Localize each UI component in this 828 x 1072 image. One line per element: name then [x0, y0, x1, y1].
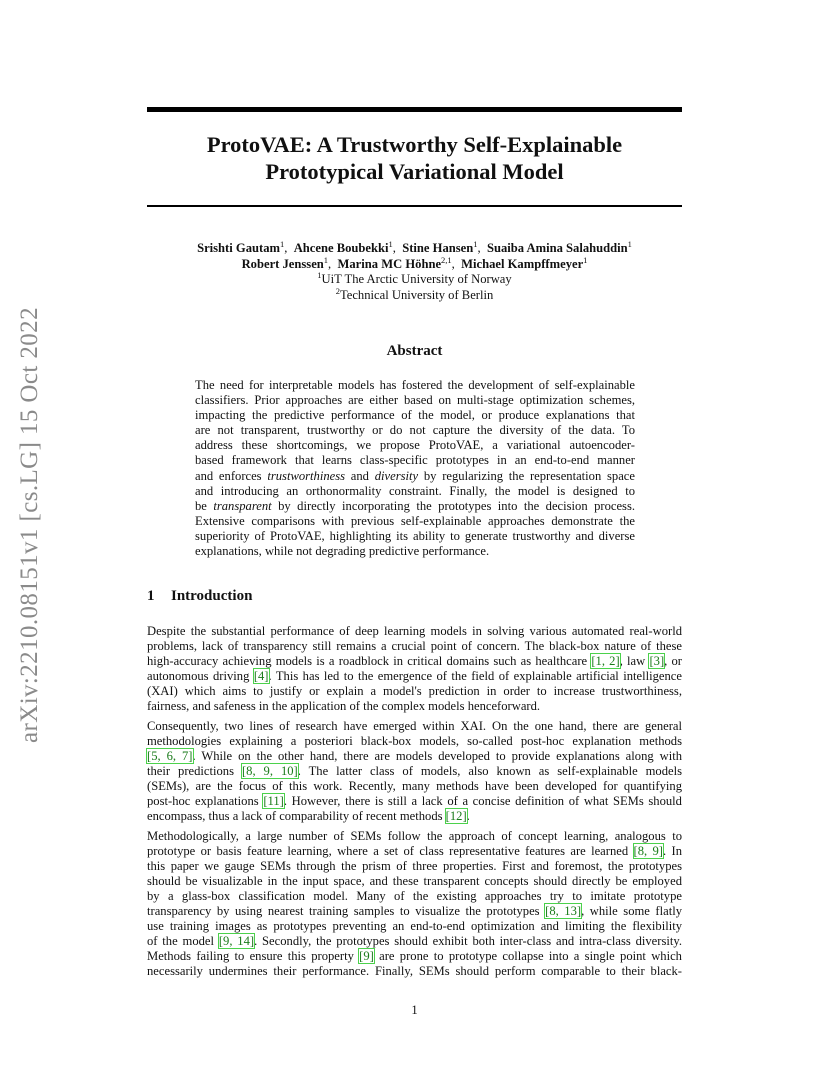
- title-bottom-rule: [147, 205, 682, 207]
- abstract-line: Extensive comparisons with previous self-explainable approaches demonstrate the: [195, 513, 635, 528]
- citation-link[interactable]: [4]: [253, 669, 269, 684]
- abstract-line: address these shortcomings, we propose ProtoVAE, a variational autoencoder-: [195, 438, 635, 453]
- text-line: problems, lack of transparency still remains a crucial point of concern. The black-box nature of these: [147, 639, 682, 654]
- abstract-line: and introducing an orthonormality constraint. Finally, the model is designed to: [195, 483, 635, 498]
- affiliation-mark: 1: [473, 239, 478, 249]
- text-line: [5, 6, 7]. While on the other hand, there are models developed to provide explanations along with: [147, 749, 683, 764]
- author-name: Ahcene Boubekki: [293, 241, 389, 255]
- abstract-line: superiority of ProtoVAE, highlighting its ability to generate trustworthy and diverse: [195, 528, 635, 543]
- text-line: encompass, thus a lack of comparability of recent methods [12].: [147, 809, 470, 824]
- abstract-line: classifiers. Prior approaches are either based on multi-stage optimization schemes,: [195, 393, 635, 408]
- title-line-1: ProtoVAE: A Trustworthy Self-Explainable: [206, 132, 623, 157]
- text-line: by a glass-box classification model. Many of the existing approaches try to imitate prototype: [147, 889, 682, 904]
- text-line: fairness, and safeness in the application of the complex models henceforward.: [147, 699, 541, 714]
- author-name: Suaiba Amina Salahuddin: [486, 241, 628, 255]
- section-heading: [147, 588, 252, 605]
- text-line: necessarily undermines their performance. Finally, SEMs should perform comparable to their black-: [147, 964, 682, 979]
- paragraph-2: [147, 719, 682, 824]
- abstract-line: and enforces trustworthiness and diversity by regularizing the representation space: [195, 468, 635, 483]
- abstract-line: impacting the predictive performance of the model, or produce explanations that: [195, 408, 635, 423]
- title-line-2: Prototypical Variational Model: [265, 159, 564, 184]
- citation-link[interactable]: [9]: [359, 949, 374, 964]
- citation-link[interactable]: [12]: [445, 809, 467, 824]
- affiliation-mark: 1: [627, 239, 632, 249]
- text-line: high-accuracy achieving models is a roadblock in critical domains such as healthcare [1, 2], law [3], or: [147, 654, 682, 669]
- author-name: Stine Hansen: [402, 241, 474, 255]
- author-line-1: Srishti Gautam$^1$, Ahcene Boubekki$^1$, Stine Hansen$^1$, Suaiba Amina Salahuddin$^1$: [197, 239, 632, 255]
- text-line: post-hoc explanations [11]. However, there is still a lack of a concise definition of what SEMs should: [147, 794, 682, 809]
- author-name: Robert Jenssen: [241, 256, 324, 271]
- affiliation-mark: 1: [323, 254, 329, 265]
- text-line: transparency by using nearest training samples to visualize the prototypes [8, 13], while some flatly: [147, 904, 682, 919]
- arxiv-side-stamp: [10, 290, 50, 760]
- affiliation-mark: 2,1: [441, 254, 452, 265]
- page-number: 1: [411, 1003, 418, 1017]
- affiliation-1: $^1$UiT The Arctic University of Norway: [317, 270, 512, 287]
- affiliation-2: $^2$Technical University of Berlin: [335, 285, 494, 302]
- citation-link[interactable]: [5, 6, 7]: [147, 749, 193, 764]
- text-line: of the model [9, 14]. Secondly, the prototypes should exhibit both inter-class and intra-class diversity.: [147, 934, 682, 949]
- text-line: (SEMs), are the focus of this work. Recently, many methods have been developed for quantifying: [147, 779, 682, 794]
- author-name: Michael Kampffmeyer: [461, 256, 584, 271]
- abstract-line: be transparent by directly incorporating the prototypes into the decision process.: [195, 498, 635, 513]
- paragraph-1: [147, 624, 682, 714]
- paper-title: [147, 131, 682, 185]
- text-line: Despite the substantial performance of deep learning models in solving various automated real-world: [147, 624, 682, 638]
- citation-link[interactable]: [3]: [649, 654, 665, 669]
- abstract-line: based framework that learns class-specific prototypes in an end-to-end manner: [195, 453, 635, 468]
- author-name: Srishti Gautam: [197, 241, 280, 255]
- text-line: methodologies explaining a posteriori black-box models, so-called post-hoc explanation methods: [147, 734, 682, 749]
- affiliation-mark: 1: [279, 239, 285, 249]
- title-top-rule: [147, 107, 682, 112]
- abstract-heading: Abstract: [386, 343, 443, 359]
- abstract-line: explanations, while not degrading predictive performance.: [195, 544, 490, 559]
- author-block: [147, 241, 682, 303]
- text-line: Methods failing to ensure this property [9] are prone to prototype collapse into a single point which: [147, 949, 682, 964]
- citation-link[interactable]: [8, 9]: [633, 844, 664, 859]
- affiliation-mark: 1: [388, 239, 393, 249]
- text-line: use training images as prototypes preventing an end-to-end optimization and limiting the flexibility: [147, 919, 682, 934]
- citation-link[interactable]: [11]: [263, 794, 284, 809]
- affiliation-mark: 1: [583, 254, 588, 265]
- section-number: 1: [147, 588, 155, 604]
- abstract-line: are not transparent, trustworthy or do not capture the diversity of the data. To: [195, 423, 635, 438]
- text-line: their predictions [8, 9, 10]. The latter class of models, also known as self-explainable models: [147, 764, 682, 779]
- citation-link[interactable]: [8, 13]: [545, 904, 582, 919]
- citation-link[interactable]: [9, 14]: [218, 934, 255, 949]
- abstract-line: The need for interpretable models has fostered the development of self-explainable: [195, 378, 635, 392]
- text-line: should be visualizable in the input space, and these transparent concepts should directly be employed: [147, 874, 682, 889]
- text-line: autonomous driving [4]. This has led to the emergence of the field of explainable artificial intelligence: [147, 669, 682, 684]
- text-line: Methodologically, a large number of SEMs follow the approach of concept learning, analogous to: [147, 829, 682, 843]
- citation-link[interactable]: [1, 2]: [591, 654, 620, 669]
- citation-link[interactable]: [8, 9, 10]: [241, 764, 298, 779]
- text-line: Consequently, two lines of research have emerged within XAI. On the one hand, there are general: [147, 719, 682, 733]
- text-line: this paper we gauge SEMs through the prism of three properties. First and foremost, the prototypes: [147, 859, 682, 874]
- text-line: prototype or basis feature learning, where a set of class representative features are learned [8, 9]. In: [147, 844, 683, 859]
- paragraph-3: [147, 829, 682, 979]
- abstract-text: [195, 378, 635, 559]
- author-name: Marina MC Höhne: [337, 256, 442, 271]
- author-line-2: Robert Jenssen$^1$, Marina MC Höhne$^{2,1}$, Michael Kampffmeyer$^1$: [241, 254, 588, 271]
- section-title: Introduction: [171, 588, 253, 604]
- arxiv-identifier: arXiv:2210.08151v1 [cs.LG] 15 Oct 2022: [16, 307, 43, 743]
- text-line: (XAI) which aims to justify or explain a model's prediction in order to increase trustworthiness,: [147, 684, 682, 699]
